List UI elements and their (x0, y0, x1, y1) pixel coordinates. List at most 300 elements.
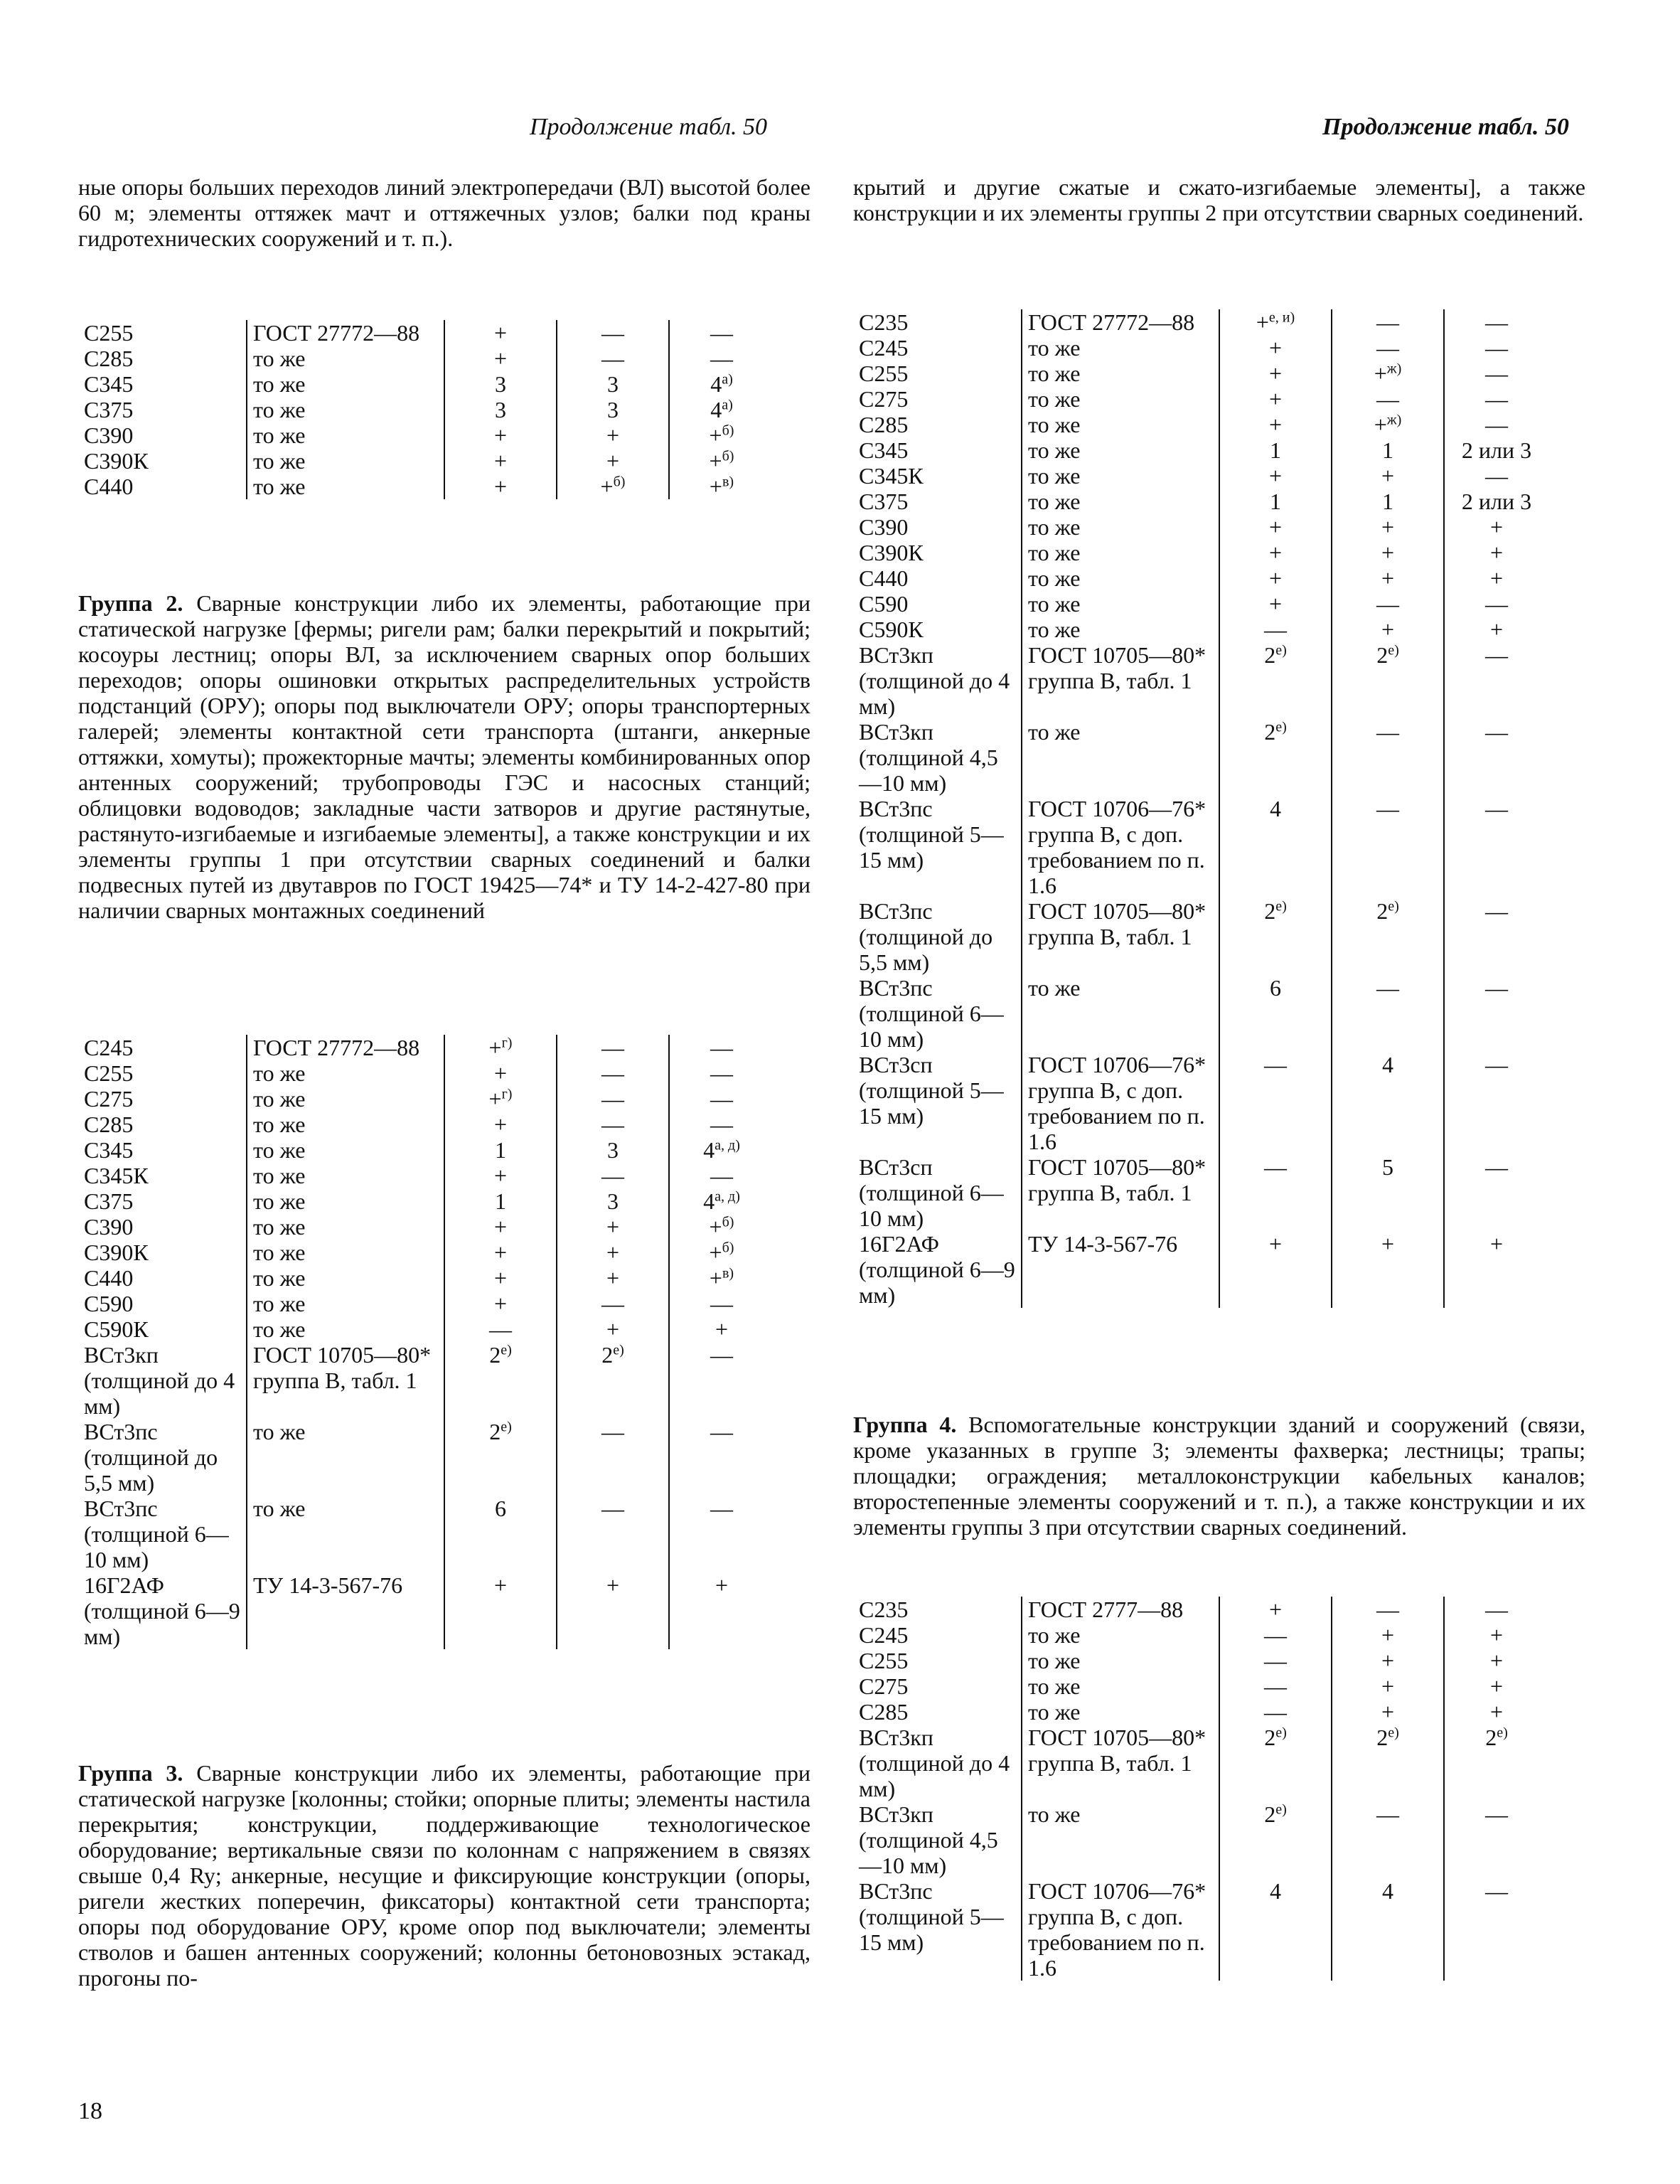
table-row (853, 361, 1548, 386)
value-cell-3: $4^{а, д)}$ (703, 1188, 740, 1214)
table-row (853, 565, 1548, 591)
value-cell-1: 1 (1219, 437, 1332, 463)
steel-grade-cell: С440 (84, 474, 134, 499)
table-row (853, 514, 1548, 540)
value-cell-3: + (1489, 565, 1504, 591)
value-cell-1: 3 (444, 371, 557, 397)
table-row (78, 1035, 774, 1060)
table-row (853, 642, 1548, 719)
value-cell-2: — (557, 1035, 669, 1060)
standard-cell: то же (247, 1163, 444, 1188)
table-row (78, 1419, 774, 1496)
steel-grade-cell: С590 (84, 1291, 134, 1316)
value-cell-2: $2^{е)}$ (1332, 1725, 1444, 1801)
value-cell-1: $2^{е)}$ (444, 1342, 557, 1419)
value-cell-3: — (1485, 1052, 1508, 1077)
standard-cell: то же (247, 371, 444, 397)
steel-grade-cell: С345К (84, 1163, 149, 1188)
value-cell-1: 1 (444, 1188, 557, 1214)
value-cell-2: + (1332, 565, 1444, 591)
steel-grade-cell: 16Г2АФ (толщиной 6—9 мм) (84, 1572, 240, 1649)
table-row (853, 1648, 1548, 1673)
value-cell-1: $2^{е)}$ (1219, 898, 1332, 975)
left-header: Продолжение табл. 50 (530, 114, 768, 140)
value-cell-1: +$^{г)}$ (444, 1086, 557, 1112)
table-row (78, 1188, 774, 1214)
table-row (853, 1878, 1548, 1981)
table-row (78, 346, 774, 371)
steel-grade-cell: С590К (859, 617, 924, 642)
value-cell-2: — (1332, 796, 1444, 898)
standard-cell: то же (1022, 361, 1219, 386)
standard-cell: то же (247, 1086, 444, 1112)
table-row (853, 1673, 1548, 1699)
value-cell-3: +$^{б)}$ (709, 422, 734, 448)
steel-grade-cell: С255 (84, 320, 134, 346)
steel-grade-cell: С440 (859, 565, 909, 591)
steel-grade-cell: ВСт3пс (толщиной 6—10 мм) (84, 1496, 229, 1572)
value-cell-1: + (444, 1060, 557, 1086)
value-cell-1: + (444, 448, 557, 474)
table-row (78, 1214, 774, 1240)
steel-grade-cell: С245 (859, 335, 909, 361)
value-cell-2: — (557, 1163, 669, 1188)
table-group1 (78, 320, 774, 499)
value-cell-3: — (1485, 412, 1508, 437)
standard-cell: ГОСТ 10706—76* группа В, с доп. требованием по п. 1.6 (1022, 1052, 1219, 1154)
standard-cell: то же (247, 1419, 444, 1496)
value-cell-3: — (710, 346, 733, 371)
value-cell-3: — (710, 1419, 733, 1444)
value-cell-2: 3 (557, 371, 669, 397)
value-cell-3: +$^{в)}$ (709, 474, 734, 499)
value-cell-1: 4 (1219, 796, 1332, 898)
value-cell-2: + (557, 1316, 669, 1342)
page-number: 18 (78, 2098, 102, 2124)
value-cell-2: + (557, 1572, 669, 1649)
value-cell-3: — (1485, 642, 1508, 668)
table-row (853, 1597, 1548, 1622)
table-row (853, 1231, 1548, 1308)
value-cell-2: 3 (557, 1188, 669, 1214)
value-cell-2: — (557, 1060, 669, 1086)
standard-cell: то же (247, 474, 444, 499)
value-cell-1: 4 (1219, 1878, 1332, 1981)
value-cell-2: + (1332, 1699, 1444, 1725)
steel-grade-cell: С255 (84, 1060, 134, 1086)
table-row (853, 1052, 1548, 1154)
value-cell-2: + (1332, 540, 1444, 565)
table-row (853, 437, 1548, 463)
standard-cell: то же (1022, 1622, 1219, 1648)
value-cell-2: +$^{ж)}$ (1332, 412, 1444, 437)
steel-grade-cell: С345 (84, 1137, 134, 1163)
steel-grade-cell: ВСт3пс (толщиной 5—15 мм) (859, 1878, 1004, 1955)
left-intro: ные опоры больших переходов линий электропередачи (ВЛ) высотой более 60 м; элементы оттяжек мачт и оттяжечных узлов; балки под краны гидротехнических сооружений и т. п.). (78, 174, 810, 251)
value-cell-3: — (710, 320, 733, 346)
standard-cell: ГОСТ 10705—80* группа В, табл. 1 (1022, 1154, 1219, 1231)
value-cell-3: — (710, 1496, 733, 1521)
value-cell-1: + (1219, 361, 1332, 386)
steel-grade-cell: С275 (859, 1673, 909, 1699)
group3-text: Сварные конструкции либо их элементы, работающие при статической нагрузке [колонны; стойки; опорные плиты; элементы настила перекрытия; конструкции, поддерживающие технологическое оборудование; вертикальные связи по колоннам с напряжением в связях свыше 0,4 Ry; анкерные, несущие и фиксирующие конструкции (опоры, ригели жестких поперечин, фиксаторы) контактной сети транспорта; опоры под оборудование ОРУ, кроме опор под выключатели; элементы стволов и башен антенных сооружений; колонны бетоновозных эстакад, прогоны по- (78, 1760, 811, 1991)
steel-grade-cell: С440 (84, 1265, 134, 1291)
value-cell-1: — (1219, 617, 1332, 642)
value-cell-1: — (1219, 1673, 1332, 1699)
value-cell-3: + (1489, 1648, 1504, 1673)
value-cell-3: — (710, 1342, 733, 1368)
steel-grade-cell: С375 (859, 489, 909, 514)
standard-cell: то же (1022, 565, 1219, 591)
value-cell-2: — (1332, 309, 1444, 335)
value-cell-2: — (1332, 1597, 1444, 1622)
standard-cell: то же (1022, 540, 1219, 565)
table-row (853, 463, 1548, 489)
steel-grade-cell: С390 (859, 514, 909, 540)
table-row (853, 591, 1548, 617)
table-row (78, 422, 774, 448)
value-cell-2: 1 (1332, 489, 1444, 514)
right-intro: крытий и другие сжатые и сжато-изгибаемые элементы], а также конструкции и их элементы группы 2 при отсутствии сварных соединений. (853, 174, 1585, 225)
value-cell-3: $4^{а)}$ (710, 371, 733, 397)
table-row (853, 898, 1548, 975)
steel-grade-cell: С235 (859, 309, 909, 335)
table-row (78, 1342, 774, 1419)
value-cell-3: — (1485, 1878, 1508, 1904)
steel-grade-cell: С390К (859, 540, 924, 565)
value-cell-3: — (1485, 898, 1508, 924)
steel-grade-cell: С245 (859, 1622, 909, 1648)
value-cell-1: $2^{е)}$ (1219, 1725, 1332, 1801)
value-cell-2: + (557, 1240, 669, 1265)
value-cell-1: — (444, 1316, 557, 1342)
value-cell-1: + (1219, 1231, 1332, 1308)
value-cell-2: + (1332, 1622, 1444, 1648)
standard-cell: то же (1022, 463, 1219, 489)
value-cell-2: — (557, 1419, 669, 1496)
steel-grade-cell: С590К (84, 1316, 149, 1342)
value-cell-1: + (444, 346, 557, 371)
value-cell-1: + (444, 1163, 557, 1188)
standard-cell: ГОСТ 10705—80* группа В, табл. 1 (247, 1342, 444, 1419)
steel-grade-cell: ВСт3кп (толщиной 4,5—10 мм) (859, 719, 998, 796)
table-row (853, 412, 1548, 437)
value-cell-1: +$^{е, и)}$ (1219, 309, 1332, 335)
standard-cell: то же (247, 1060, 444, 1086)
value-cell-2: +$^{ж)}$ (1332, 361, 1444, 386)
value-cell-3: — (1485, 591, 1508, 617)
value-cell-1: + (1219, 335, 1332, 361)
steel-grade-cell: ВСт3кп (толщиной до 4 мм) (859, 642, 1010, 719)
table-row (78, 1572, 774, 1649)
value-cell-3: + (1489, 1231, 1504, 1257)
value-cell-3: — (710, 1060, 733, 1086)
group3-title: Группа 3. (78, 1760, 183, 1786)
value-cell-3: $4^{а)}$ (710, 397, 733, 422)
standard-cell: то же (1022, 412, 1219, 437)
value-cell-3: — (1485, 796, 1508, 821)
standard-cell: то же (247, 397, 444, 422)
value-cell-2: $2^{е)}$ (1332, 642, 1444, 719)
value-cell-2: +$^{б)}$ (557, 474, 669, 499)
value-cell-2: — (557, 1496, 669, 1572)
value-cell-1: — (1219, 1622, 1332, 1648)
value-cell-3: + (1489, 1673, 1504, 1699)
value-cell-1: + (1219, 591, 1332, 617)
value-cell-3: 2 или 3 (1461, 437, 1532, 463)
value-cell-2: 4 (1332, 1052, 1444, 1154)
value-cell-3: $2^{е)}$ (1485, 1725, 1508, 1750)
value-cell-1: — (1219, 1154, 1332, 1231)
value-cell-2: + (1332, 1231, 1444, 1308)
table-row (78, 1496, 774, 1572)
value-cell-3: — (1485, 1597, 1508, 1622)
value-cell-3: + (1489, 540, 1504, 565)
value-cell-2: + (557, 422, 669, 448)
steel-grade-cell: С275 (859, 386, 909, 412)
steel-grade-cell: С390 (84, 1214, 134, 1240)
standard-cell: то же (1022, 335, 1219, 361)
steel-grade-cell: ВСт3пс (толщиной 5—15 мм) (859, 796, 1004, 873)
value-cell-2: — (557, 1112, 669, 1137)
table-row (78, 448, 774, 474)
table-row (853, 386, 1548, 412)
standard-cell: то же (247, 448, 444, 474)
value-cell-2: — (1332, 975, 1444, 1052)
standard-cell: ГОСТ 27772—88 (1022, 309, 1219, 335)
group2-text: Сварные конструкции либо их элементы, работающие при статической нагрузке [фермы; ригели рам; балки перекрытий и покрытий; косоуры лестниц; опоры ВЛ, за исключением сварных опор больших переходов; опоры ошиновки открытых распределительных устройств подстанций (ОРУ); опоры под выключатели ОРУ; опоры транспортерных галерей; элементы контактной сети транспорта (штанги, анкерные оттяжки, хомуты); прожекторные мачты; элементы комбинированных опор антенных сооружений; трубопроводы ГЭС и насосных станций; облицовки водоводов; закладные части затворов и другие растянутые, растянуто-изгибаемые и изгибаемые элементы], а также конструкции и их элементы группы 1 при отсутствии сварных соединений и балки подвесных путей из двутавров по ГОСТ 19425—74* и ТУ 14-2-427-80 при наличии сварных монтажных соединений (78, 590, 811, 923)
value-cell-2: + (1332, 1673, 1444, 1699)
standard-cell: ТУ 14-3-567-76 (1022, 1231, 1219, 1308)
table-row (853, 796, 1548, 898)
value-cell-2: 5 (1332, 1154, 1444, 1231)
value-cell-3: + (715, 1572, 729, 1598)
standard-cell: то же (1022, 489, 1219, 514)
table-row (853, 1622, 1548, 1648)
value-cell-2: — (557, 346, 669, 371)
standard-cell: то же (1022, 975, 1219, 1052)
group2-title: Группа 2. (78, 590, 183, 616)
standard-cell: ТУ 14-3-567-76 (247, 1572, 444, 1649)
value-cell-1: 6 (444, 1496, 557, 1572)
table-row (853, 335, 1548, 361)
value-cell-2: $2^{е)}$ (557, 1342, 669, 1419)
group3-paragraph (78, 1760, 810, 1991)
steel-grade-cell: С390К (84, 1240, 149, 1265)
value-cell-1: + (1219, 412, 1332, 437)
steel-grade-cell: С390 (84, 422, 134, 448)
table-row (853, 489, 1548, 514)
table-row (78, 1291, 774, 1316)
value-cell-1: $2^{е)}$ (1219, 642, 1332, 719)
value-cell-2: — (1332, 335, 1444, 361)
value-cell-2: — (1332, 386, 1444, 412)
value-cell-3: +$^{б)}$ (709, 1214, 734, 1240)
value-cell-1: + (444, 1214, 557, 1240)
steel-grade-cell: ВСт3пс (толщиной до 5,5 мм) (84, 1419, 218, 1496)
table-row (78, 320, 774, 346)
standard-cell: ГОСТ 10706—76* группа В, с доп. требованием по п. 1.6 (1022, 796, 1219, 898)
value-cell-2: — (557, 1086, 669, 1112)
steel-grade-cell: С235 (859, 1597, 909, 1622)
value-cell-3: — (1485, 309, 1508, 335)
table-row (853, 1801, 1548, 1878)
value-cell-2: 3 (557, 397, 669, 422)
value-cell-3: + (1489, 1622, 1504, 1648)
standard-cell: то же (1022, 1673, 1219, 1699)
right-header: Продолжение табл. 50 (1322, 114, 1569, 140)
steel-grade-cell: ВСт3пс (толщиной 6—10 мм) (859, 975, 1004, 1052)
standard-cell: то же (1022, 1648, 1219, 1673)
standard-cell: то же (1022, 617, 1219, 642)
standard-cell: ГОСТ 27772—88 (247, 1035, 444, 1060)
value-cell-2: + (557, 1214, 669, 1240)
value-cell-1: — (1219, 1648, 1332, 1673)
table-row (853, 1699, 1548, 1725)
standard-cell: то же (247, 1240, 444, 1265)
standard-cell: то же (247, 1188, 444, 1214)
steel-grade-cell: С285 (84, 1112, 134, 1137)
table-row (853, 617, 1548, 642)
steel-grade-cell: ВСт3кп (толщиной до 4 мм) (84, 1342, 235, 1419)
standard-cell: то же (1022, 437, 1219, 463)
value-cell-1: + (444, 1112, 557, 1137)
value-cell-1: $2^{е)}$ (1219, 719, 1332, 796)
value-cell-2: 4 (1332, 1878, 1444, 1981)
table-row (78, 1240, 774, 1265)
value-cell-1: + (1219, 514, 1332, 540)
value-cell-1: $2^{е)}$ (1219, 1801, 1332, 1878)
steel-grade-cell: ВСт3кп (толщиной до 4 мм) (859, 1725, 1010, 1801)
table-row (78, 371, 774, 397)
value-cell-3: + (1489, 1699, 1504, 1725)
standard-cell: то же (1022, 1801, 1219, 1878)
table-row (78, 1316, 774, 1342)
table-group2 (78, 1035, 774, 1649)
table-row (78, 397, 774, 422)
table-row (78, 1086, 774, 1112)
table-row (853, 309, 1548, 335)
table-row (853, 1154, 1548, 1231)
value-cell-3: — (710, 1291, 733, 1316)
group4-paragraph (853, 1412, 1585, 1540)
value-cell-2: + (557, 1265, 669, 1291)
standard-cell: ГОСТ 2777—88 (1022, 1597, 1219, 1622)
steel-grade-cell: ВСт3пс (толщиной до 5,5 мм) (859, 898, 993, 975)
table-row (853, 975, 1548, 1052)
value-cell-3: — (710, 1112, 733, 1137)
table-row (78, 1265, 774, 1291)
standard-cell: то же (247, 346, 444, 371)
value-cell-2: + (1332, 1648, 1444, 1673)
value-cell-3: — (1485, 463, 1508, 489)
value-cell-3: +$^{в)}$ (709, 1265, 734, 1291)
value-cell-2: + (557, 448, 669, 474)
table-group4 (853, 1597, 1548, 1981)
value-cell-1: +$^{г)}$ (444, 1035, 557, 1060)
standard-cell: то же (247, 1214, 444, 1240)
value-cell-1: 3 (444, 397, 557, 422)
value-cell-3: — (1485, 386, 1508, 412)
value-cell-3: — (1485, 975, 1508, 1001)
value-cell-2: — (1332, 1801, 1444, 1878)
steel-grade-cell: С285 (859, 1699, 909, 1725)
value-cell-2: $2^{е)}$ (1332, 898, 1444, 975)
value-cell-1: + (1219, 463, 1332, 489)
value-cell-1: + (444, 320, 557, 346)
value-cell-2: — (557, 1291, 669, 1316)
value-cell-3: 2 или 3 (1461, 489, 1532, 514)
standard-cell: то же (1022, 1699, 1219, 1725)
steel-grade-cell: ВСт3сп (толщиной 6—10 мм) (859, 1154, 1004, 1231)
standard-cell: то же (247, 422, 444, 448)
group4-title: Группа 4. (853, 1412, 957, 1437)
standard-cell: то же (1022, 514, 1219, 540)
value-cell-3: — (710, 1086, 733, 1112)
value-cell-1: + (1219, 1597, 1332, 1622)
value-cell-3: — (710, 1163, 733, 1188)
value-cell-1: + (444, 1291, 557, 1316)
steel-grade-cell: С390К (84, 448, 149, 474)
value-cell-1: — (1219, 1699, 1332, 1725)
steel-grade-cell: С245 (84, 1035, 134, 1060)
standard-cell: то же (1022, 591, 1219, 617)
value-cell-1: 1 (444, 1137, 557, 1163)
value-cell-3: +$^{б)}$ (709, 1240, 734, 1265)
standard-cell: то же (247, 1291, 444, 1316)
value-cell-2: — (1332, 591, 1444, 617)
value-cell-1: 1 (1219, 489, 1332, 514)
table-row (78, 474, 774, 499)
value-cell-1: + (444, 1240, 557, 1265)
table-group3 (853, 309, 1548, 1308)
value-cell-2: — (557, 320, 669, 346)
steel-grade-cell: С285 (84, 346, 134, 371)
steel-grade-cell: С255 (859, 361, 909, 386)
table-row (853, 540, 1548, 565)
table-row (78, 1137, 774, 1163)
standard-cell: то же (247, 1112, 444, 1137)
value-cell-2: 3 (557, 1137, 669, 1163)
steel-grade-cell: С375 (84, 1188, 134, 1214)
steel-grade-cell: ВСт3кп (толщиной 4,5—10 мм) (859, 1801, 998, 1878)
value-cell-3: $4^{а, д)}$ (703, 1137, 740, 1163)
value-cell-2: + (1332, 514, 1444, 540)
value-cell-3: — (1485, 1154, 1508, 1180)
value-cell-1: + (444, 474, 557, 499)
value-cell-1: + (1219, 540, 1332, 565)
steel-grade-cell: С375 (84, 397, 134, 422)
value-cell-2: 1 (1332, 437, 1444, 463)
value-cell-1: 6 (1219, 975, 1332, 1052)
standard-cell: то же (247, 1137, 444, 1163)
value-cell-1: + (444, 1572, 557, 1649)
standard-cell: то же (247, 1265, 444, 1291)
value-cell-1: + (444, 1265, 557, 1291)
standard-cell: то же (1022, 386, 1219, 412)
value-cell-1: + (444, 422, 557, 448)
standard-cell: то же (1022, 719, 1219, 796)
value-cell-3: + (715, 1316, 729, 1342)
value-cell-3: — (1485, 335, 1508, 361)
value-cell-3: — (1485, 361, 1508, 386)
value-cell-3: — (1485, 719, 1508, 745)
table-row (78, 1112, 774, 1137)
standard-cell: ГОСТ 10705—80* группа В, табл. 1 (1022, 898, 1219, 975)
value-cell-3: — (1485, 1801, 1508, 1827)
value-cell-1: — (1219, 1052, 1332, 1154)
value-cell-2: — (1332, 719, 1444, 796)
